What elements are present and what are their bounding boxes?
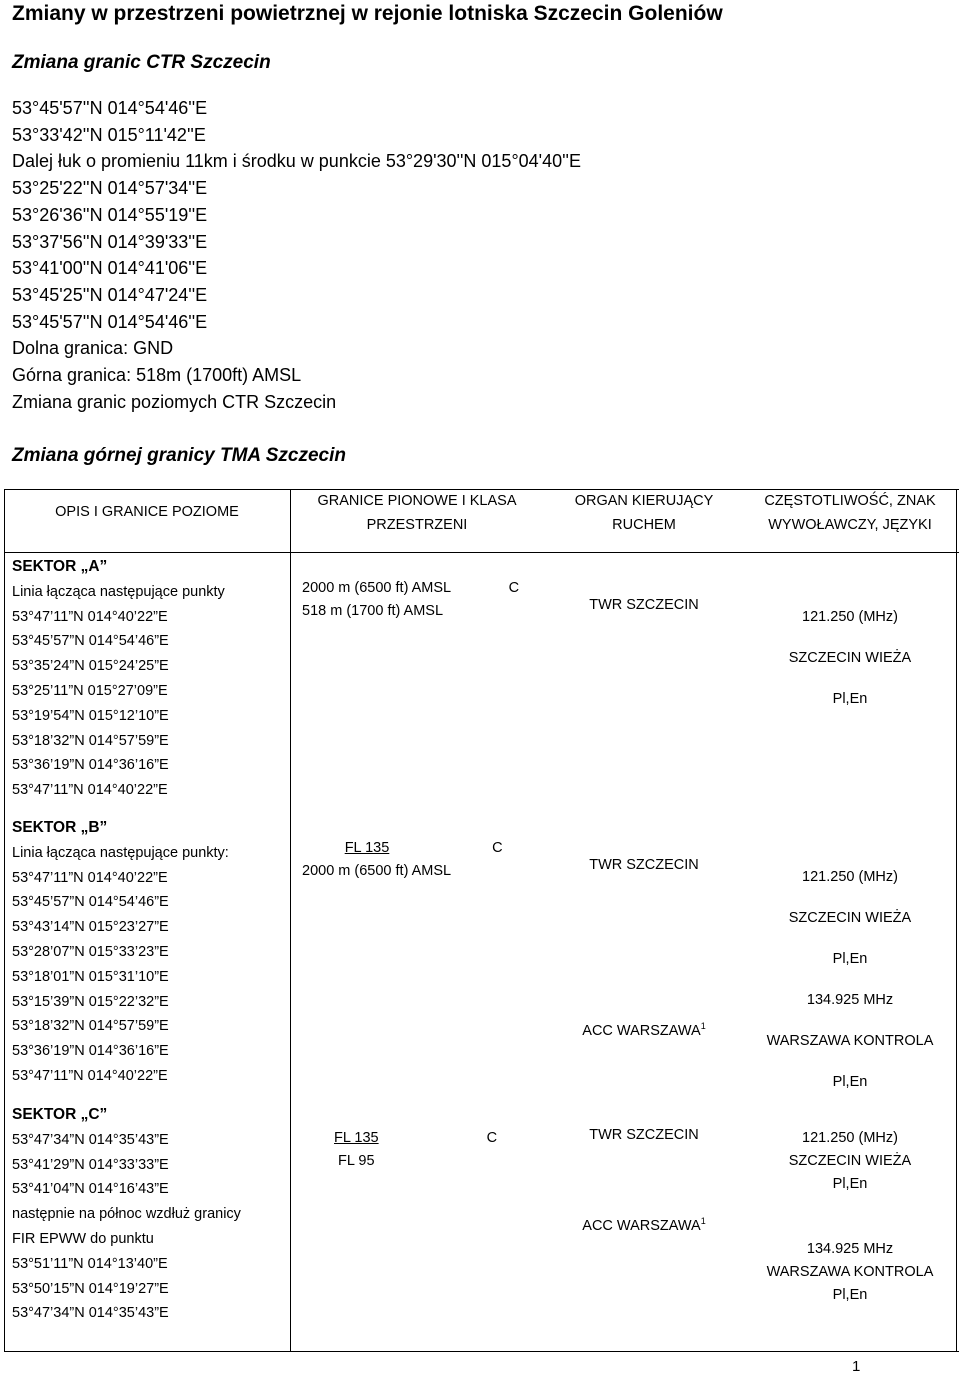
sector-c-vertical [334,1127,497,1173]
sector-a-lower: 518 m (1700 ft) AMSL [302,603,444,619]
list-item: 53°19’54”N 015°12’10”E [12,707,169,724]
section-ctr-title: Zmiana granic CTR Szczecin [12,52,271,73]
header-divider [4,552,959,553]
sector-b-lang: Pl,En [832,951,868,967]
sector-c-callsign: SZCZECIN WIEŻA [788,1152,912,1169]
ctr-line: 53°33'42''N 015°11'42''E [12,124,206,145]
sector-b-vertical [302,837,503,883]
ctr-line: 53°37'56''N 014°39'33''E [12,231,208,252]
list-item: 53°47’11”N 014°40’22”E [12,782,168,799]
list-item: następnie na północ wzdłuż granicy [12,1206,241,1223]
list-item: 53°18’32”N 014°57’59”E [12,732,169,749]
sector-b-lang2: Pl,En [832,1074,868,1090]
sector-a-unit: TWR SZCZECIN [589,597,699,613]
ctr-note: Zmiana granic poziomych CTR Szczecin [12,391,337,412]
sector-b-class: C [492,840,503,856]
list-item: 53°47’11”N 014°40’22”E [12,608,168,625]
ctr-line: 53°45'57''N 014°54'46''E [12,311,208,332]
list-item: 53°35’24”N 015°24’25”E [12,658,169,675]
ctr-line: 53°45'57''N 014°54'46''E [12,98,208,118]
sector-c-freq: 121.250 (MHz) [802,1130,898,1146]
sector-c-lang: Pl,En [832,1175,868,1192]
sector-c-frequency-block-2 [744,1238,956,1306]
list-item: 53°45’57”N 014°54’46”E [12,894,169,911]
list-item: 53°41’29”N 014°33’33”E [12,1156,169,1173]
list-item: 53°36’19”N 014°36’16”E [12,1043,169,1060]
sector-a-lang: Pl,En [832,691,868,707]
header-col4-line2: WYWOŁAWCZY, JĘZYKI [768,517,932,533]
list-item: 53°36’19”N 014°36’16”E [12,757,169,774]
list-item: 53°15’39”N 015°22’32”E [12,993,169,1010]
sector-c-lang2: Pl,En [832,1286,868,1303]
sector-b-frequency-block [744,857,956,1103]
list-item: Linia łącząca następujące punkty: [12,844,229,861]
list-item: 53°28’07”N 015°33’23”E [12,943,169,960]
table-border-left [4,489,5,1352]
sector-a-upper: 2000 m (6500 ft) AMSL C [302,580,520,596]
sector-b-freq2: 134.925 MHz [806,992,894,1008]
list-item: 53°47’34”N 014°35’43”E [12,1305,169,1322]
ctr-line: Dalej łuk o promieniu 11km i środku w punkcie 53°29'30''N 015°04'40''E [12,151,581,172]
header-col3-line2: RUCHEM [612,517,676,533]
header-col3 [544,489,744,537]
sector-a-frequency-block [744,597,956,720]
list-item: Linia łącząca następujące punkty [12,583,225,600]
sector-b-unit2: ACC WARSZAWA$^1$ [582,1021,706,1039]
list-item: 53°47’34”N 014°35’43”E [12,1131,169,1148]
sector-b-freq: 121.250 (MHz) [802,869,898,885]
sector-c-unit2: ACC WARSZAWA$^1$ [582,1216,706,1234]
sector-c-callsign2: WARSZAWA KONTROLA [766,1263,934,1280]
header-col3-line1: ORGAN KIERUJĄCY [574,493,714,509]
sector-b-description [12,816,229,1089]
sector-a-freq: 121.250 (MHz) [802,609,898,625]
list-item: 53°43’14”N 015°23’27”E [12,919,169,936]
sector-b-unit: TWR SZCZECIN [589,857,699,873]
sector-c-unit: TWR SZCZECIN [589,1127,699,1143]
sector-a-label: SEKTOR „A” [12,558,108,575]
ctr-line: 53°26'36''N 014°55'19''E [12,204,208,225]
ctr-lower-limit: Dolna granica: GND [12,338,174,359]
sector-c-freq2: 134.925 MHz [806,1241,894,1257]
table-border-right [956,489,957,1352]
header-col2-line2: PRZESTRZENI [366,517,468,533]
ctr-line: 53°41'00''N 014°41'06''E [12,258,208,279]
table-divider [290,489,291,1352]
list-item: 53°25’11”N 015°27’09”E [12,682,168,699]
header-col4 [744,489,956,537]
sector-b-callsign: SZCZECIN WIEŻA [788,910,912,926]
header-col2-line1: GRANICE PIONOWE I KLASA [317,493,517,509]
ctr-upper-limit: Górna granica: 518m (1700ft) AMSL [12,365,302,386]
list-item: 53°18’01”N 015°31’10”E [12,968,169,985]
list-item: 53°41’04”N 014°16’43”E [12,1181,169,1198]
list-item: FIR EPWW do punktu [12,1230,154,1247]
sector-c-label: SEKTOR „C” [12,1106,108,1123]
sector-b-lower: 2000 m (6500 ft) AMSL [302,863,452,879]
document-title: Zmiany w przestrzeni powietrznej w rejonie lotniska Szczecin Goleniów [12,2,723,25]
tma-table [4,489,959,1352]
section-tma-title: Zmiana górnej granicy TMA Szczecin [12,445,346,466]
sector-a-callsign: SZCZECIN WIEŻA [788,650,912,666]
sector-a-vertical [302,577,519,623]
ctr-line: 53°45'25''N 014°47'24''E [12,284,208,305]
header-col2 [290,489,544,537]
list-item: 53°51’11”N 014°13’40”E [12,1255,168,1272]
sector-c-frequency-block [744,1127,956,1195]
header-col1: OPIS I GRANICE POZIOME [55,504,239,520]
sector-c-upper: FL 135 C [334,1130,498,1146]
ctr-line: 53°25'22''N 014°57'34''E [12,178,208,199]
list-item: 53°45’57”N 014°54’46”E [12,633,169,650]
page-number: 1 [852,1358,861,1375]
list-item: 53°50’15”N 014°19’27”E [12,1280,169,1297]
sector-a-description [12,555,225,803]
header-col4-line1: CZĘSTOTLIWOŚĆ, ZNAK [764,493,936,509]
sector-a-class: C [508,580,520,596]
sector-c-class: C [486,1130,498,1146]
ctr-boundary-list [12,95,581,415]
sector-c-lower: FL 95 [338,1153,375,1169]
list-item: 53°18’32”N 014°57’59”E [12,1018,169,1035]
sector-b-label: SEKTOR „B” [12,819,108,836]
sector-b-callsign2: WARSZAWA KONTROLA [766,1033,934,1049]
list-item: 53°47’11”N 014°40’22”E [12,869,168,886]
sector-c-description [12,1103,241,1326]
table-border-bottom [4,1351,959,1352]
list-item: 53°47’11”N 014°40’22”E [12,1067,168,1084]
sector-b-upper: FL 135 C [344,840,503,856]
